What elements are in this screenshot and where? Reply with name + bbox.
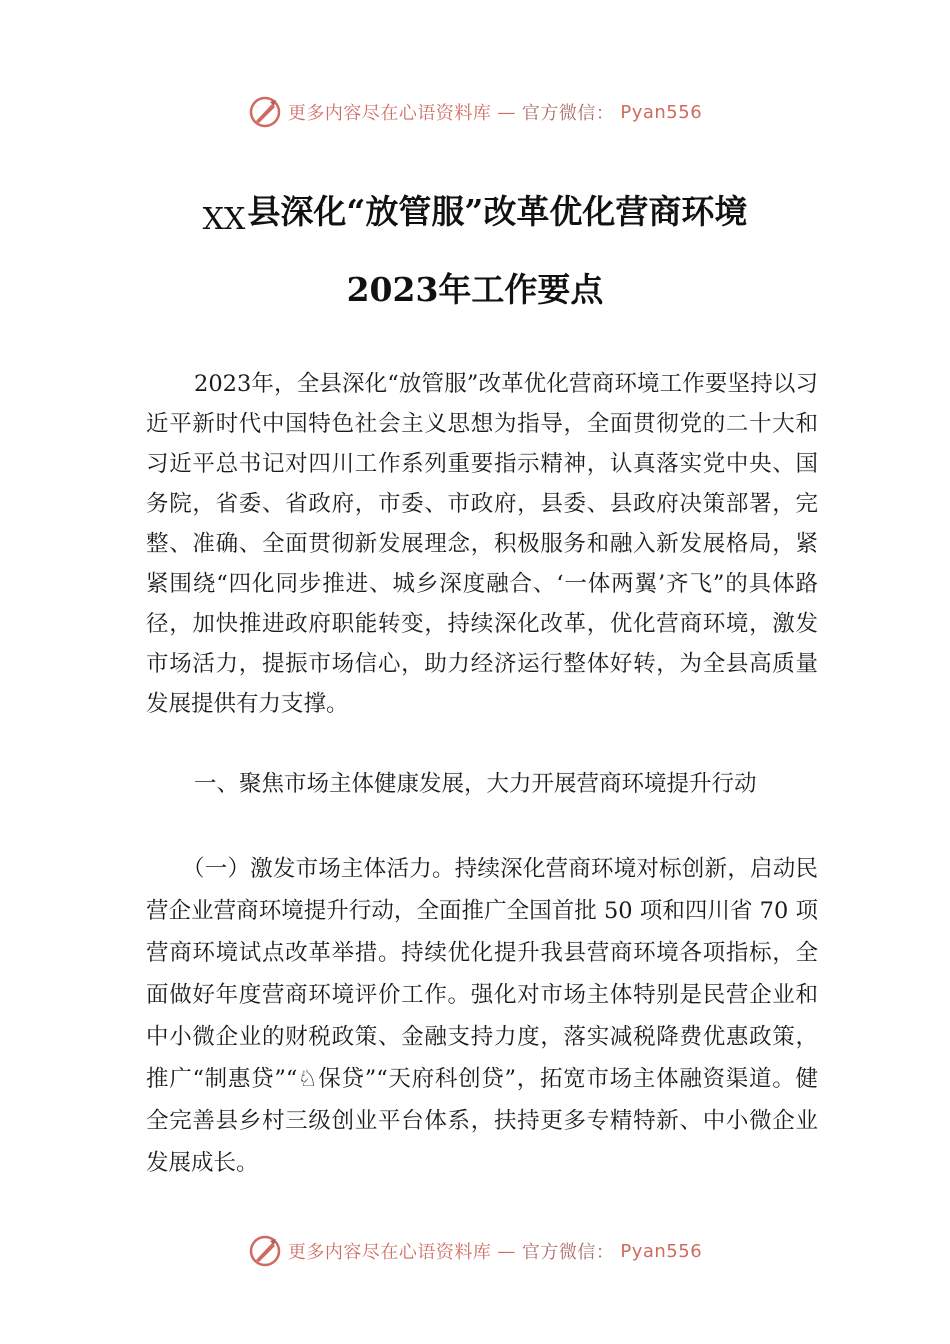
intro-paragraph: 2023年，全县深化“放管服”改革优化营商环境工作要坚持以习近平新时代中国特色社会主义思想为指导，全面贯彻党的二十大和习近平总书记对四川工作系列重要指示精神，认真落实党中央、国务院，省委、省政府，市委、市政府，县委、县政府决策部署，完整、准确、全面贯彻新发展理念，积极服务和融入新发展格局，紧紧围绕“四化同步推进、城乡深度融合、‘一体两翼’齐飞”的具体路径，加快推进政府职能转变，持续深化改革，优化营商环境，激发市场活力，提振市场信心，助力经济运行整体好转，为全县高质量发展提供有力支撑。 — [146, 371, 818, 717]
quill-logo-icon — [248, 1234, 282, 1268]
watermark-footer — [0, 1234, 950, 1268]
watermark-text: 更多内容尽在心语资料库 — [287, 1242, 492, 1263]
document-title-line2: 2023年工作要点 — [346, 270, 604, 309]
title-prefix: XX — [202, 202, 246, 237]
watermark-wechat-label: 官方微信： — [521, 103, 615, 124]
quill-logo-icon — [248, 95, 282, 129]
watermark-dash: — — [497, 1240, 516, 1262]
watermark-wechat-label: 官方微信： — [521, 1242, 615, 1263]
watermark-wechat-id: Pyan556 — [620, 1240, 703, 1262]
watermark-wechat-id: Pyan556 — [620, 101, 703, 123]
watermark-dash: — — [497, 101, 516, 123]
section1-heading: 一、聚焦市场主体健康发展，大力开展营商环境提升行动 — [194, 771, 757, 797]
document-title-line1 — [0, 186, 950, 237]
watermark-header — [0, 95, 950, 129]
title-line1-text: 县深化“放管服”改革优化营商环境 — [247, 192, 748, 231]
watermark-text: 更多内容尽在心语资料库 — [287, 103, 492, 124]
section1-item1-paragraph: （一）激发市场主体活力。持续深化营商环境对标创新，启动民营企业营商环境提升行动，全面推广全国首批 50 项和四川省 70 项营商环境试点改革举措。持续优化提升我县营商环境各项指标，全面做好年度营商环境评价工作。强化对市场主体特别是民营企业和中小微企业的财税政策、金融支持力度，落实减税降费优惠政策，推广“制惠贷”“♘保贷”“天府科创贷”，拓宽市场主体融资渠道。健全完善县乡村三级创业平台体系，扶持更多专精特新、中小微企业发展成长。 — [146, 856, 818, 1176]
